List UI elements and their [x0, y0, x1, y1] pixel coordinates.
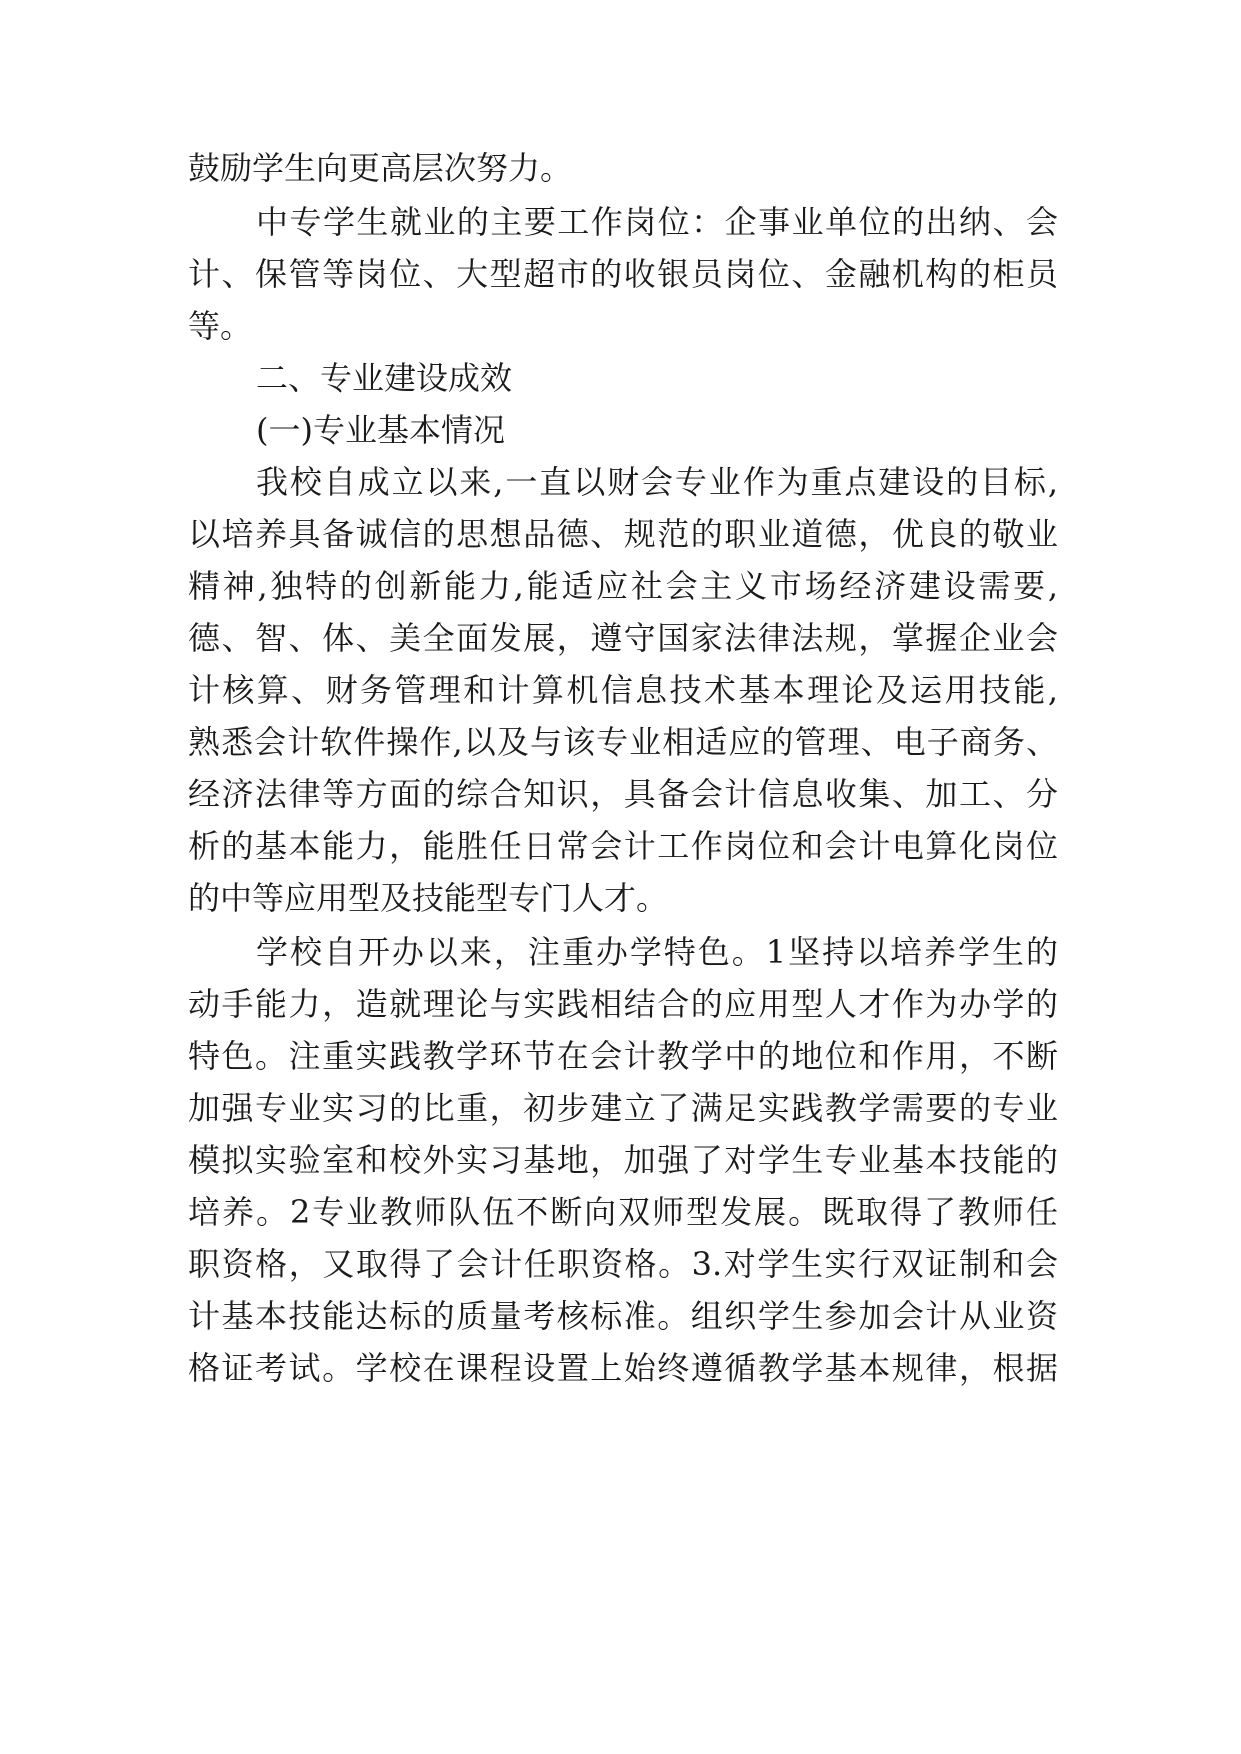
text-line: 特色。注重实践教学环节在会计教学中的地位和作用，不断 — [188, 1037, 1058, 1075]
text-line: 以培养具备诚信的思想品德、规范的职业道德，优良的敬业 — [188, 515, 1058, 553]
text-line: 鼓励学生向更高层次努力。 — [188, 149, 573, 187]
text-line: 经济法律等方面的综合知识，具备会计信息收集、加工、分 — [188, 775, 1058, 813]
text-line: 熟悉会计软件操作,以及与该专业相适应的管理、电子商务、 — [188, 723, 1058, 761]
text-line: 计核算、财务管理和计算机信息技术基本理论及运用技能, — [188, 671, 1058, 709]
text-line: 析的基本能力，能胜任日常会计工作岗位和会计电算化岗位 — [188, 827, 1058, 865]
text-line: 动手能力，造就理论与实践相结合的应用型人才作为办学的 — [188, 985, 1058, 1023]
text-line: 模拟实验室和校外实习基地，加强了对学生专业基本技能的 — [188, 1141, 1058, 1179]
text-line: 精神,独特的创新能力,能适应社会主义市场经济建设需要, — [188, 567, 1058, 605]
subsection-heading: (一)专业基本情况 — [256, 411, 505, 449]
text-line: 格证考试。学校在课程设置上始终遵循教学基本规律，根据 — [188, 1349, 1058, 1387]
text-line: 计、保管等岗位、大型超市的收银员岗位、金融机构的柜员 — [188, 255, 1058, 293]
text-line: 德、智、体、美全面发展，遵守国家法律法规，掌握企业会 — [188, 619, 1058, 657]
text-line: 我校自成立以来,一直以财会专业作为重点建设的目标, — [256, 463, 1058, 501]
text-line: 计基本技能达标的质量考核标准。组织学生参加会计从业资 — [188, 1297, 1058, 1335]
text-line: 中专学生就业的主要工作岗位：企事业单位的出纳、会 — [256, 203, 1058, 241]
section-heading: 二、专业建设成效 — [256, 359, 513, 397]
text-line: 职资格，又取得了会计任职资格。3.对学生实行双证制和会 — [188, 1245, 1058, 1283]
text-line: 加强专业实习的比重，初步建立了满足实践教学需要的专业 — [188, 1089, 1058, 1127]
text-line: 的中等应用型及技能型专门人才。 — [188, 879, 669, 917]
text-line: 培养。2专业教师队伍不断向双师型发展。既取得了教师任 — [188, 1193, 1058, 1231]
text-line: 学校自开办以来，注重办学特色。1坚持以培养学生的 — [256, 933, 1058, 971]
text-line: 等。 — [188, 307, 253, 345]
